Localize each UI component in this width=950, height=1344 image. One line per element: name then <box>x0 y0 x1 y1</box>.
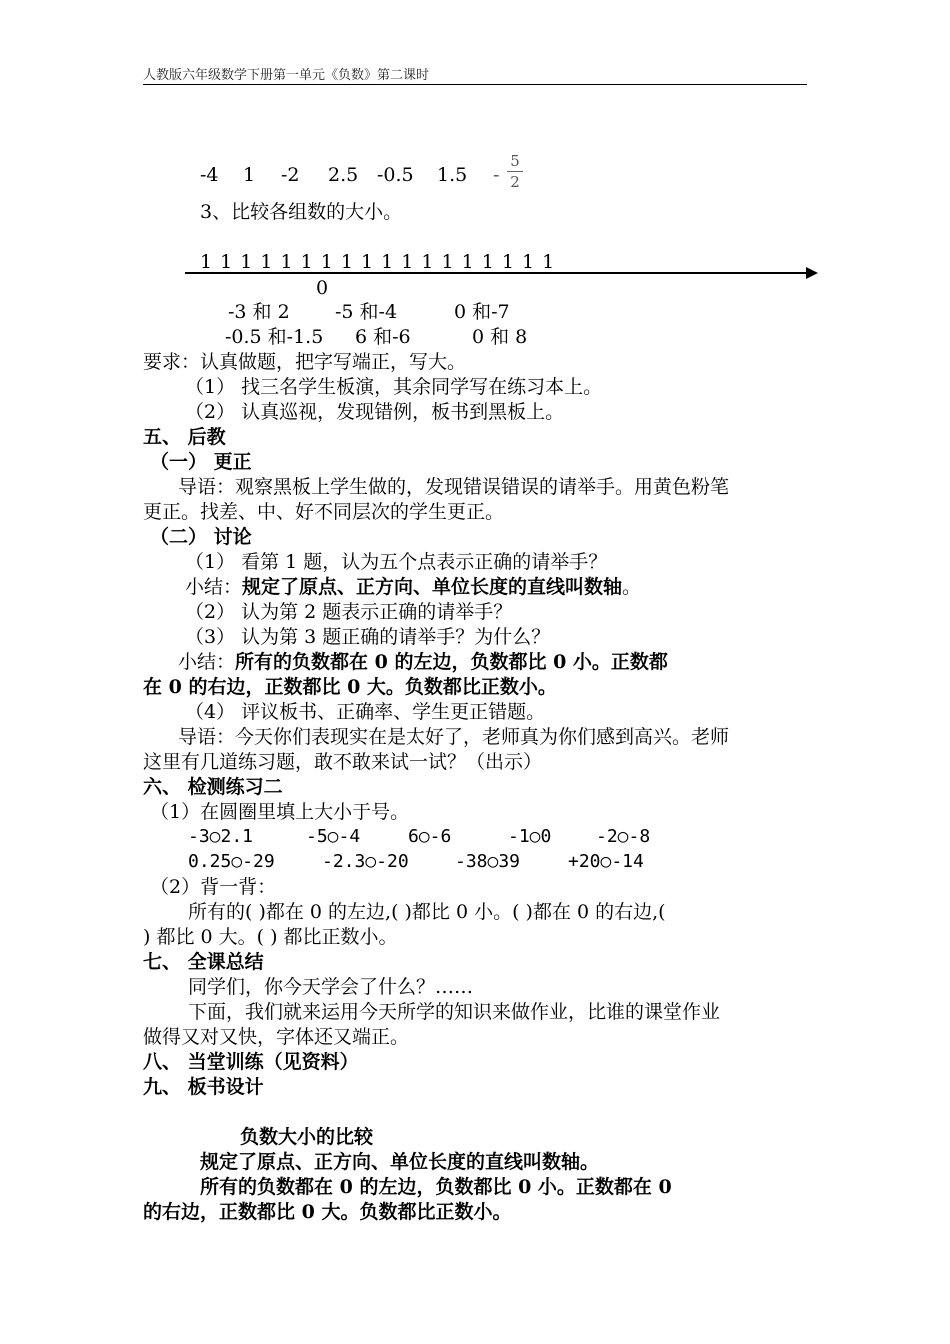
number-line-zero: 0 <box>316 277 329 299</box>
fraction <box>507 152 523 191</box>
section-heading: 九、 板书设计 <box>143 1076 264 1098</box>
exercise-item: -38○39 <box>455 851 521 872</box>
exercise-item: -2.3○-20 <box>322 851 409 872</box>
summary-label: 小结： <box>178 651 236 673</box>
fill-blank-line: ) 都比 0 大。( ) 都比正数小。 <box>143 926 398 948</box>
paragraph-line: 导语：今天你们表现实在是太好了，老师真为你们感到高兴。老师 <box>178 726 730 748</box>
requirement-item: （1） 找三名学生板演，其余同学写在练习本上。 <box>185 376 603 398</box>
subsection-heading: （一） 更正 <box>150 451 252 473</box>
exercise-item: 6○-6 <box>408 826 452 847</box>
paragraph-line: 导语：观察黑板上学生做的，发现错误错误的请举手。用黄色粉笔 <box>178 476 730 498</box>
board-line: 的右边，正数都比 0 大。负数都比正数小。 <box>143 1201 512 1223</box>
summary-line <box>185 575 641 599</box>
discussion-item: （1） 看第 1 题，认为五个点表示正确的请举手？ <box>185 551 608 573</box>
number-item: -4 <box>200 164 219 186</box>
exercise-item: -2○-8 <box>596 826 651 847</box>
compare-pair: 6 和-6 <box>355 326 411 348</box>
discussion-item: （4） 评议板书、正确率、学生更正错题。 <box>185 701 546 723</box>
compare-pair: 0 和 8 <box>472 326 528 348</box>
page-header: 人教版六年级数学下册第一单元《负数》第二课时 <box>143 68 430 83</box>
requirement-item: （2） 认真巡视，发现错例，板书到黑板上。 <box>185 401 565 423</box>
compare-pair: 0 和-7 <box>454 301 510 323</box>
fraction-bar <box>507 171 523 172</box>
board-line: 所有的负数都在 0 的左边，负数都比 0 小。正数都在 0 <box>200 1176 672 1198</box>
exercise-item: -5○-4 <box>306 826 361 847</box>
compare-pair: -3 和 2 <box>228 301 290 323</box>
board-line: 规定了原点、正方向、单位长度的直线叫数轴。 <box>200 1151 600 1173</box>
arrow-right-icon <box>806 267 818 279</box>
requirement: 要求：认真做题，把字写端正，写大。 <box>143 351 467 373</box>
header-rule <box>143 84 807 85</box>
paragraph-line: 更正。找差、中、好不同层次的学生更正。 <box>143 501 505 523</box>
exercise-item: +20○-14 <box>568 851 644 872</box>
fraction-denominator: 2 <box>510 173 520 191</box>
number-item: 1 <box>243 164 256 186</box>
section-heading: 六、 检测练习二 <box>143 776 283 798</box>
number-line-ticks: 1 1 1 1 1 1 1 1 1 1 1 1 1 1 1 1 1 1 <box>200 251 556 273</box>
paragraph-line: 下面，我们就来运用今天所学的知识来做作业，比谁的课堂作业 <box>188 1001 721 1023</box>
summary-text: 在 0 的右边，正数都比 0 大。负数都比正数小。 <box>143 676 557 698</box>
number-item: -2 <box>281 164 300 186</box>
paragraph-line: 这里有几道练习题，敢不敢来试一试？（出示） <box>143 751 543 773</box>
section-heading: 八、 当堂训练（见资料） <box>143 1051 359 1073</box>
discussion-item: （2） 认为第 2 题表示正确的请举手？ <box>185 601 513 623</box>
exercise-item: -1○0 <box>508 826 552 847</box>
number-line <box>185 272 808 274</box>
exercise-item: -3○2.1 <box>188 826 254 847</box>
discussion-item: （3） 认为第 3 题正确的请举手？为什么？ <box>185 626 551 648</box>
summary-text: 规定了原点、正方向、单位长度的直线叫数轴 <box>242 576 623 598</box>
exercise-title: （2）背一背： <box>150 876 277 898</box>
number-item: 2.5 <box>328 164 359 186</box>
summary-line <box>178 650 668 674</box>
summary-end: 。 <box>622 576 642 598</box>
exercise-item: 0.25○-29 <box>188 851 275 872</box>
negative-sign: - <box>493 164 500 186</box>
section-heading: 五、 后教 <box>143 426 226 448</box>
board-title: 负数大小的比较 <box>240 1126 374 1148</box>
fraction-numerator: 5 <box>510 152 520 170</box>
subsection-heading: （二） 讨论 <box>150 526 252 548</box>
summary-text: 所有的负数都在 0 的左边，负数都比 0 小。正数都 <box>235 651 668 673</box>
summary-label: 小结： <box>185 576 243 598</box>
question-3-title: 3、比较各组数的大小。 <box>200 201 403 223</box>
number-item: -0.5 <box>377 164 414 186</box>
compare-pair: -0.5 和-1.5 <box>225 326 324 348</box>
exercise-title: （1）在圆圈里填上大小于号。 <box>150 801 410 823</box>
paragraph-line: 同学们，你今天学会了什么？…… <box>188 976 474 998</box>
fill-blank-line: 所有的( )都在 0 的左边,( )都比 0 小。( )都在 0 的右边,( <box>188 901 666 923</box>
section-heading: 七、 全课总结 <box>143 951 264 973</box>
paragraph-line: 做得又对又快，字体还又端正。 <box>143 1026 410 1048</box>
number-item: 1.5 <box>437 164 468 186</box>
compare-pair: -5 和-4 <box>335 301 398 323</box>
